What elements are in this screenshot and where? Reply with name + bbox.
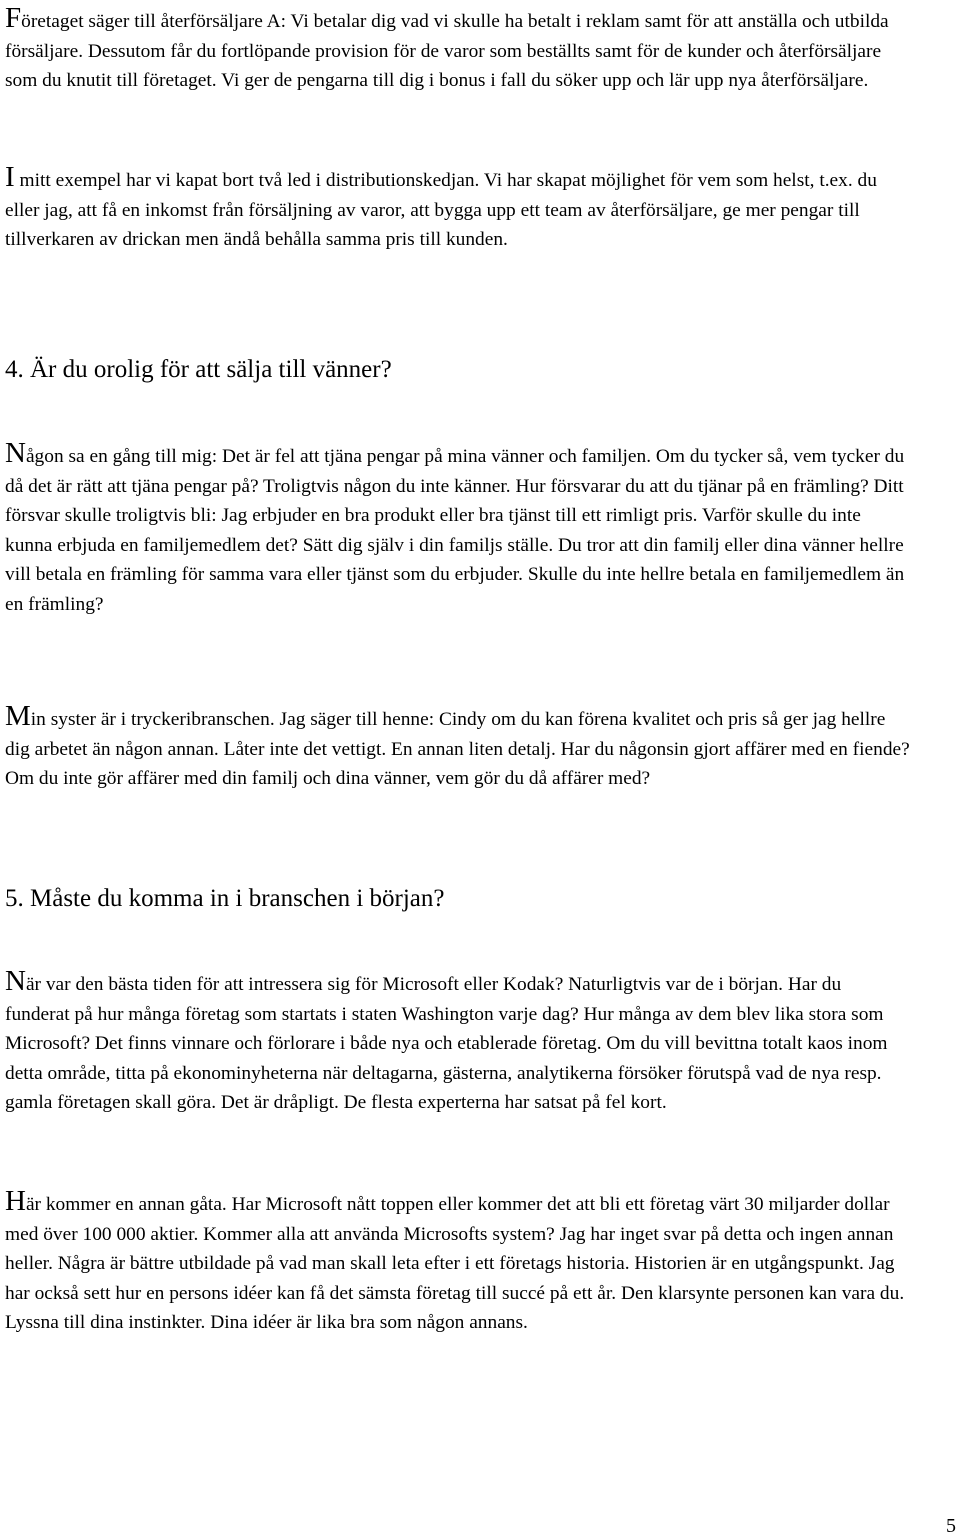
paragraph-distribution-chain	[5, 161, 910, 255]
paragraph-text: in syster är i tryckeribranschen. Jag säger till henne: Cindy om du kan förena kvalitet och pris så ger jag hellre dig arbetet än någon annan. Låter inte det vettigt. En annan liten detalj. Har du någonsin gjort affärer med en fiende? Om du inte gör affärer med din familj och dina vänner, vem gör du då affärer med?	[5, 709, 910, 789]
paragraph-text: är var den bästa tiden för att intressera sig för Microsoft eller Kodak? Naturligtvis var de i början. Har du funderat på hur många företag som startats i staten Washington varje dag? Hur många av dem blev lika stora som Microsoft? Det finns vinnare och förlorare i både nya och etablerade företag. Om du vill bevittna totalt kaos inom detta område, titta på ekonominyheterna när deltagarna, gästerna, analytikerna försöker förutspå vad de nya resp. gamla företagen skall göra. Det är dråpligt. De flesta experterna har satsat på fel kort.	[5, 974, 888, 1113]
paragraph-text: är kommer en annan gåta. Har Microsoft nått toppen eller kommer det att bli ett företag värt 30 miljarder dollar med över 100 000 aktier. Kommer alla att använda Microsofts system? Jag har inget svar på detta och ingen annan heller. Några är bättre utbildade på vad man skall leta efter i ett företags historia. Historien är en utgångspunkt. Jag har också sett hur en persons idéer kan få det sämsta företag till succé på ett år. Den klarsynte personen kan vara du. Lyssna till dina instinkter. Dina idéer är lika bra som någon annans.	[5, 1194, 905, 1333]
drop-cap: N	[5, 437, 26, 469]
drop-cap: F	[5, 2, 22, 34]
paragraph-sister-printing	[5, 700, 910, 794]
paragraph-reseller-compensation	[5, 2, 910, 96]
paragraph-friends-family	[5, 437, 910, 619]
paragraph-text: öretaget säger till återförsäljare A: Vi betalar dig vad vi skulle ha betalt i reklam samt för att anställa och utbilda försäljare. Dessutom får du fortlöpande provision för de varor som beställts samt för de kunder och återförsäljare som du knutit till företaget. Vi ger de pengarna till dig i bonus i fall du söker upp och lär upp nya återförsäljare.	[5, 11, 889, 91]
page-number: 5	[946, 1515, 956, 1537]
paragraph-text: ågon sa en gång till mig: Det är fel att tjäna pengar på mina vänner och familjen. Om du tycker så, vem tycker du då det är rätt att tjäna pengar på? Troligtvis någon du inte känner. Hur försvarar du att du tjänar på en främling? Ditt försvar skulle troligtvis bli: Jag erbjuder en bra produkt eller bra tjänst till ett rimligt pris. Varför skulle du inte kunna erbjuda en familjemedlem det? Sätt dig själv i din familjs ställe. Du tror att din familj eller dina vänner hellre vill betala en främling för samma vara eller tjänst som du erbjuder. Skulle du inte hellre betala en familjemedlem än en främling?	[5, 446, 905, 615]
section-heading-4: 4. Är du orolig för att sälja till vänner?	[5, 356, 392, 383]
drop-cap: M	[5, 700, 31, 732]
paragraph-another-riddle	[5, 1185, 910, 1338]
paragraph-microsoft-kodak	[5, 965, 910, 1118]
drop-cap: I	[5, 161, 15, 193]
section-heading-5: 5. Måste du komma in i branschen i början?	[5, 885, 445, 912]
drop-cap: H	[5, 1185, 26, 1217]
drop-cap: N	[5, 965, 26, 997]
paragraph-text: mitt exempel har vi kapat bort två led i distributionskedjan. Vi har skapat möjlighet för vem som helst, t.ex. du eller jag, att få en inkomst från försäljning av varor, att bygga upp ett team av återförsäljare, ge mer pengar till tillverkaren av drickan men ändå behålla samma pris till kunden.	[5, 170, 877, 250]
